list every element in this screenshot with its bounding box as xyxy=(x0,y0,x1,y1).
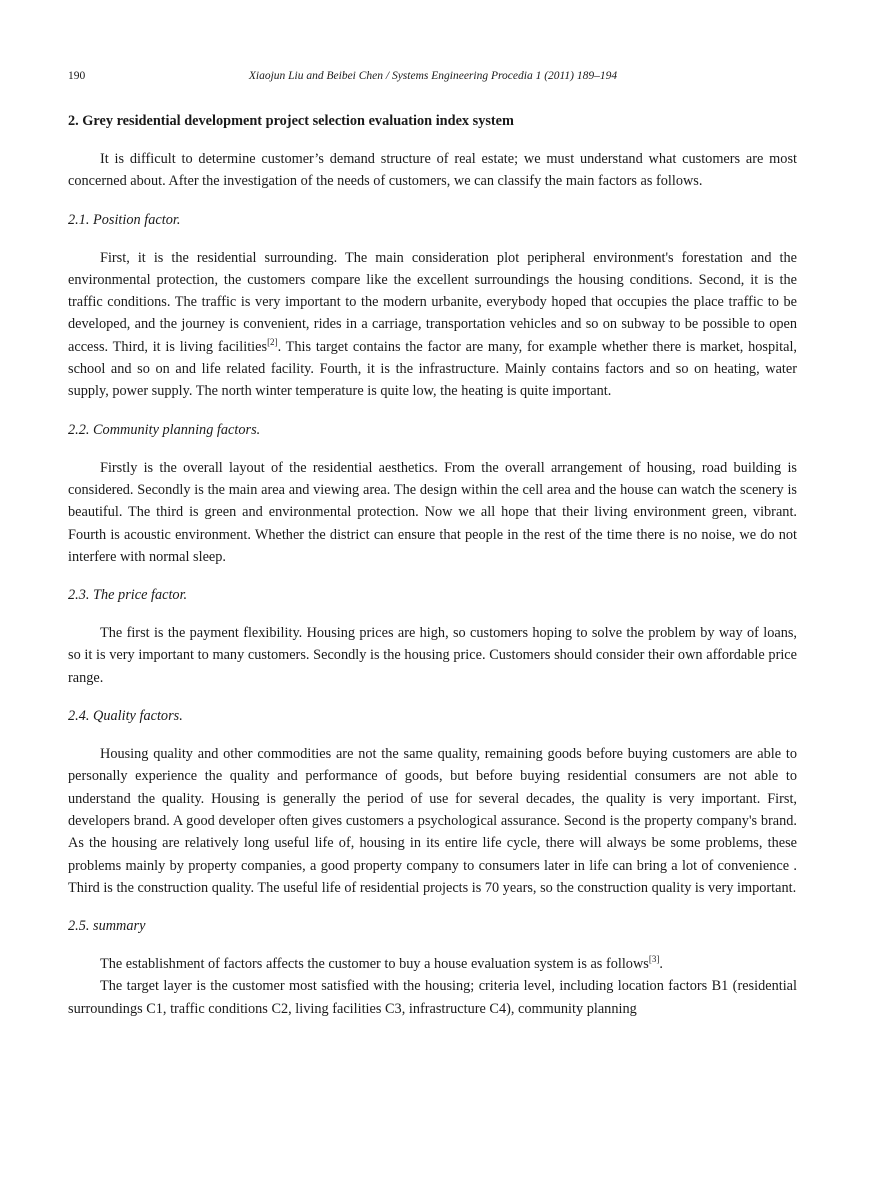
position-paragraph xyxy=(68,247,797,403)
summary-paragraph-2: The target layer is the customer most satisfied with the housing; criteria level, including location factors B1 (residential surroundings C1, traffic conditions C2, living facilities C3, infrastructure C4), community planning xyxy=(68,978,797,1017)
community-paragraph: Firstly is the overall layout of the residential aesthetics. From the overall arrangement of housing, road building is considered. Secondly is the main area and viewing area. The design within the cell area and the house can watch the scenery is beautiful. The third is green and environmental protection. Now we all hope that their living environment green, vibrant. Fourth is acoustic environment. Whether the district can ensure that people in the rest of the time there is no noise, we do not interfere with normal sleep. xyxy=(68,459,797,565)
page-number: 190 xyxy=(68,70,86,82)
article-body xyxy=(68,110,797,1020)
summary-text-part2: . xyxy=(659,956,663,973)
citation-ref-3: [3] xyxy=(648,954,660,965)
position-text-part2: . This target contains the factor are many, for example whether there is market, hospital, school and so on and life related facility. Fourth, it is the infrastructure. Mainly contains factors and so on heating, water supply, power supply. The north winter temperature is quite low, the heating is quite important. xyxy=(68,338,797,400)
subsection-heading-quality: 2.4. Quality factors. xyxy=(68,708,183,725)
citation-ref-2: [2] xyxy=(267,336,278,347)
subsection-heading-price: 2.3. The price factor. xyxy=(68,587,188,604)
section-heading: 2. Grey residential development project selection evaluation index system xyxy=(68,113,514,129)
section-intro-paragraph: It is difficult to determine customer’s demand structure of real estate; we must understand what customers are most concerned about. After the investigation of the needs of customers, we can classify the main factors as follows. xyxy=(68,151,797,190)
subsection-heading-summary: 2.5. summary xyxy=(68,918,146,935)
running-head: Xiaojun Liu and Beibei Chen / Systems Engineering Procedia 1 (2011) 189–194 xyxy=(248,70,618,82)
price-paragraph: The first is the payment flexibility. Housing prices are high, so customers hoping to solve the problem by way of loans, so it is very important to many customers. Secondly is the housing price. Customers should consider their own affordable price range. xyxy=(68,625,797,686)
subsection-heading-position: 2.1. Position factor. xyxy=(68,211,181,228)
summary-paragraph-1 xyxy=(68,953,797,975)
quality-paragraph: Housing quality and other commodities are not the same quality, remaining goods before buying customers are able to personally experience the quality and performance of goods, but before buying residential consumers are not able to understand the quality. Housing is generally the period of use for several decades, the quality is very important. First, developers brand. A good developer often gives customers a psychological assurance. Second is the property company's brand. As the housing are relatively long useful life of, housing in its entire life cycle, there will always be some problems, these problems mainly by property companies, a good property company to consumers later in life can bring a lot of convenience . Third is the construction quality. The useful life of residential projects is 70 years, so the construction quality is very important. xyxy=(68,746,797,896)
summary-text-part1: The establishment of factors affects the customer to buy a house evaluation system is as follows xyxy=(100,956,649,973)
subsection-heading-community: 2.2. Community planning factors. xyxy=(68,421,261,438)
position-text-part1: First, it is the residential surrounding. The main consideration plot peripheral environment's forestation and the environmental protection, the customers compare like the excellent surroundings the housing conditions. Second, it is the traffic conditions. The traffic is very important to the modern urbanite, everybody hoped that occupies the place traffic to be developed, and the journey is convenient, rides in a carriage, transportation vehicles and so on subway to be possible to open access. Third, it is living facilities xyxy=(68,249,797,355)
page-header xyxy=(68,70,798,88)
